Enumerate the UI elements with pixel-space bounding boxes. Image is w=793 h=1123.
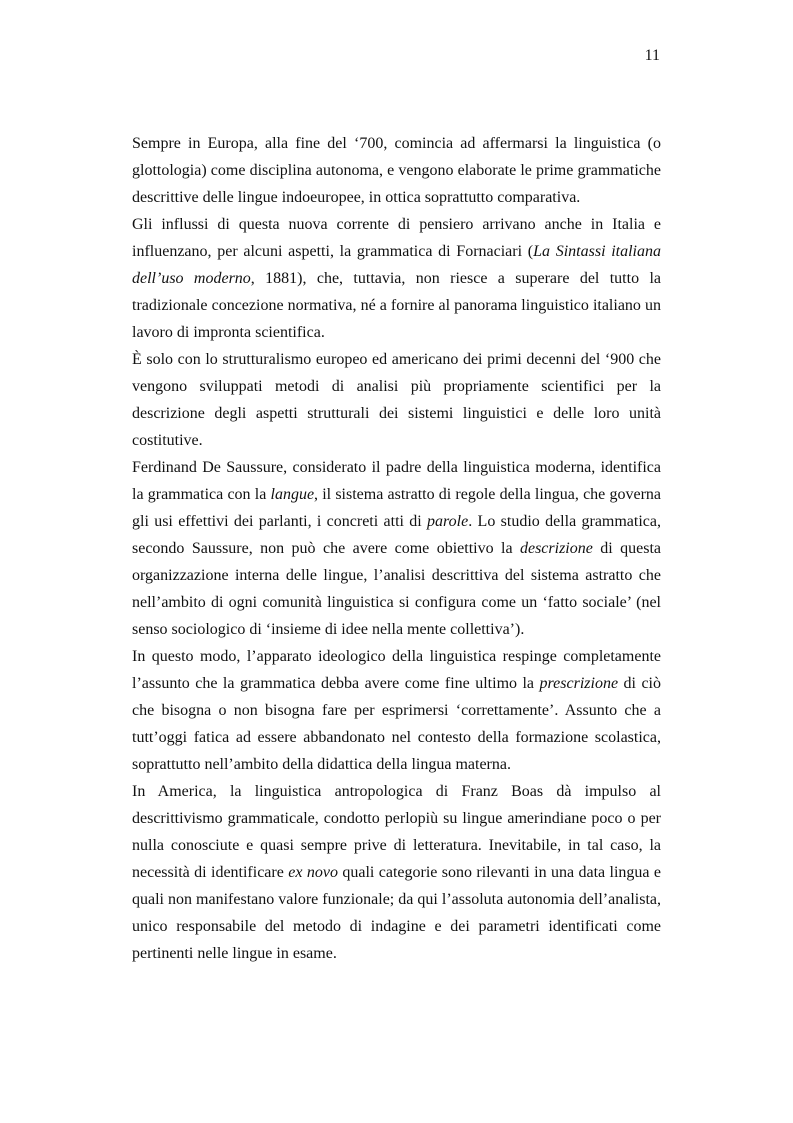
- paragraph: [132, 643, 661, 778]
- text-run: di ciò che bisogna o non bisogna fare per esprimersi ‘correttamente’. Assunto che a tutt’oggi fatica ad essere abbandonato nel contesto della formazione scolastica, soprattutto nell’ambito della didattica della lingua materna.: [132, 675, 661, 773]
- text-run: di questa organizzazione interna delle lingue, l’analisi descrittiva del sistema astratto che nell’ambito di ogni comunità linguistica si configura come un ‘fatto sociale’ (nel senso sociologico di ‘insieme di idee nella mente collettiva’).: [132, 540, 661, 638]
- italic-term: ex novo: [288, 864, 338, 881]
- paragraph: [132, 211, 661, 346]
- text-run: È solo con lo strutturalismo europeo ed americano dei primi decenni del ‘900 che vengono sviluppati metodi di analisi più propriamente scientifici per la descrizione degli aspetti strutturali dei sistemi linguistici e delle loro unità costitutive.: [132, 351, 661, 449]
- italic-term: descrizione: [519, 540, 593, 557]
- text-run: quali categorie sono rilevanti in una data lingua e quali non manifestano valore funzionale; da qui l’assoluta autonomia dell’analista, unico responsabile del metodo di indagine e dei parametri identificati come pertinenti nelle lingue in esame.: [132, 864, 662, 962]
- page-number: 11: [644, 47, 660, 64]
- text-run: , 1881), che, tuttavia, non riesce a superare del tutto la tradizionale concezione normativa, né a fornire al panorama linguistico italiano un lavoro di impronta scientifica.: [132, 270, 661, 341]
- italic-term: parole: [427, 513, 469, 530]
- text-run: In America, la linguistica antropologica di Franz Boas dà impulso al descrittivismo grammaticale, condotto perlopiù su lingue amerindiane poco o per nulla conosciute e quasi sempre prive di letteratura. Inevitabile, in tal caso, la necessità di identificare: [132, 783, 661, 881]
- italic-term: prescrizione: [539, 675, 619, 692]
- text-run: , il sistema astratto di regole della lingua, che governa gli usi effettivi dei parlanti, i concreti atti di: [132, 486, 662, 530]
- paragraph: [132, 130, 661, 211]
- paragraph: [132, 778, 661, 967]
- paragraph: [132, 454, 661, 643]
- text-run: Sempre in Europa, alla fine del ‘700, comincia ad affermarsi la linguistica (o glottologia) come disciplina autonoma, e vengono elaborate le prime grammatiche descrittive delle lingue indoeuropee, in ottica soprattutto comparativa.: [132, 135, 661, 206]
- text-run: . Lo studio della grammatica, secondo Saussure, non può che avere come obiettivo la: [132, 513, 662, 557]
- text-run: In questo modo, l’apparato ideologico della linguistica respinge completamente l’assunto che la grammatica debba avere come fine ultimo la: [132, 648, 661, 692]
- text-run: Ferdinand De Saussure, considerato il padre della linguistica moderna, identifica la grammatica con la: [132, 459, 661, 503]
- italic-title: La Sintassi italiana dell’uso moderno: [132, 243, 662, 287]
- italic-term: langue: [270, 486, 315, 503]
- paragraph: [132, 346, 661, 454]
- body-text: [132, 130, 661, 967]
- text-run: Gli influssi di questa nuova corrente di pensiero arrivano anche in Italia e influenzano, per alcuni aspetti, la grammatica di Fornaciari (: [132, 216, 661, 260]
